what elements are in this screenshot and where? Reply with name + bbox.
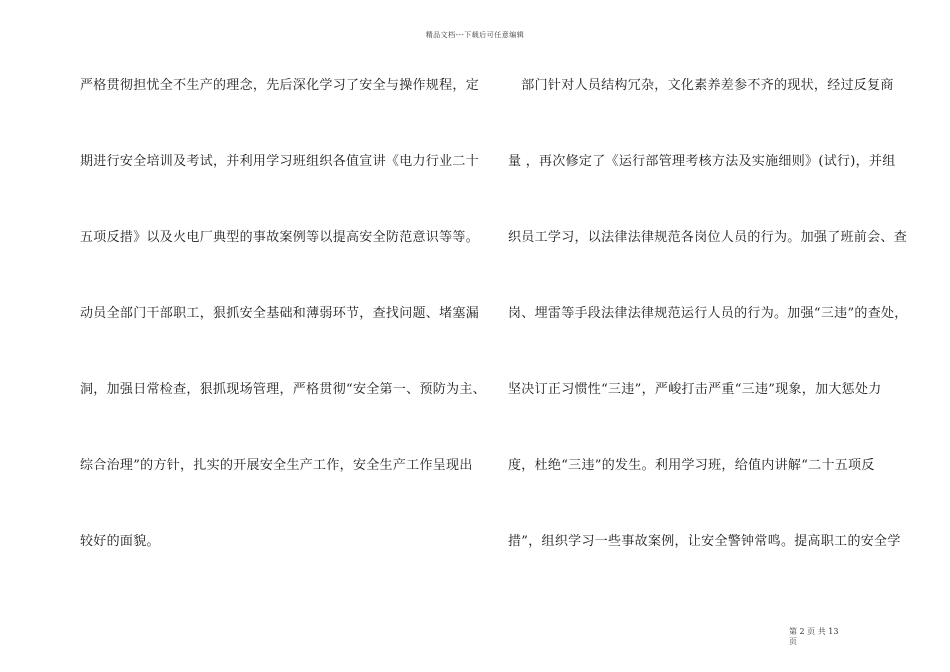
paragraph-line: 坚决订正习惯性“三违”，严峻打击严重“三违”现象，加大惩处力 [508,382,882,397]
right-text-column [508,76,908,608]
page-number [789,627,849,647]
left-text-column [80,76,490,608]
paragraph-line: 岗、埋雷等手段法律法律规范运行人员的行为。加强“三违”的查处， [508,306,908,321]
paragraph-line: 度，杜绝“三违”的发生。利用学习班，给值内讲解“二十五项反 [508,458,875,473]
paragraph-line: 动员全部门干部职工，狠抓安全基础和薄弱环节，查找问题、堵塞漏 [80,306,480,321]
paragraph-line: 综合治理”的方针，扎实的开展安全生产工作，安全生产工作呈现出 [80,458,473,473]
page-header-watermark: 精品文档---下载后可任意编辑 [425,31,525,39]
paragraph-line: 五项反措》以及火电厂典型的事故案例等以提高安全防范意识等等。 [80,230,480,245]
paragraph-line: 洞，加强日常检查，狠抓现场管理，严格贯彻“安全第一、预防为主、 [80,382,486,397]
paragraph-line: 措”，组织学习一些事故案例，让安全警钟常鸣。提高职工的安全学 [508,534,901,549]
paragraph-line: 严格贯彻担忧全不生产的理念，先后深化学习了安全与操作规程，定 [80,78,480,93]
paragraph-line: 织员工学习，以法律法律规范各岗位人员的行为。加强了班前会、查 [508,230,908,245]
paragraph-line: 较好的面貌。 [80,534,160,549]
paragraph-line: 期进行安全培训及考试，并利用学习班组织各值宣讲《电力行业二十 [80,154,480,169]
paragraph-line: 部门针对人员结构冗杂，文化素养差参不齐的现状，经过反复商 [508,78,894,93]
paragraph-line: 量 ，再次修定了《运行部管理考核方法及实施细则》(试行)，并组 [508,154,896,169]
page-number-line: 页 [789,637,797,646]
page-number-line: 第 2 页 共 13 [789,627,839,636]
